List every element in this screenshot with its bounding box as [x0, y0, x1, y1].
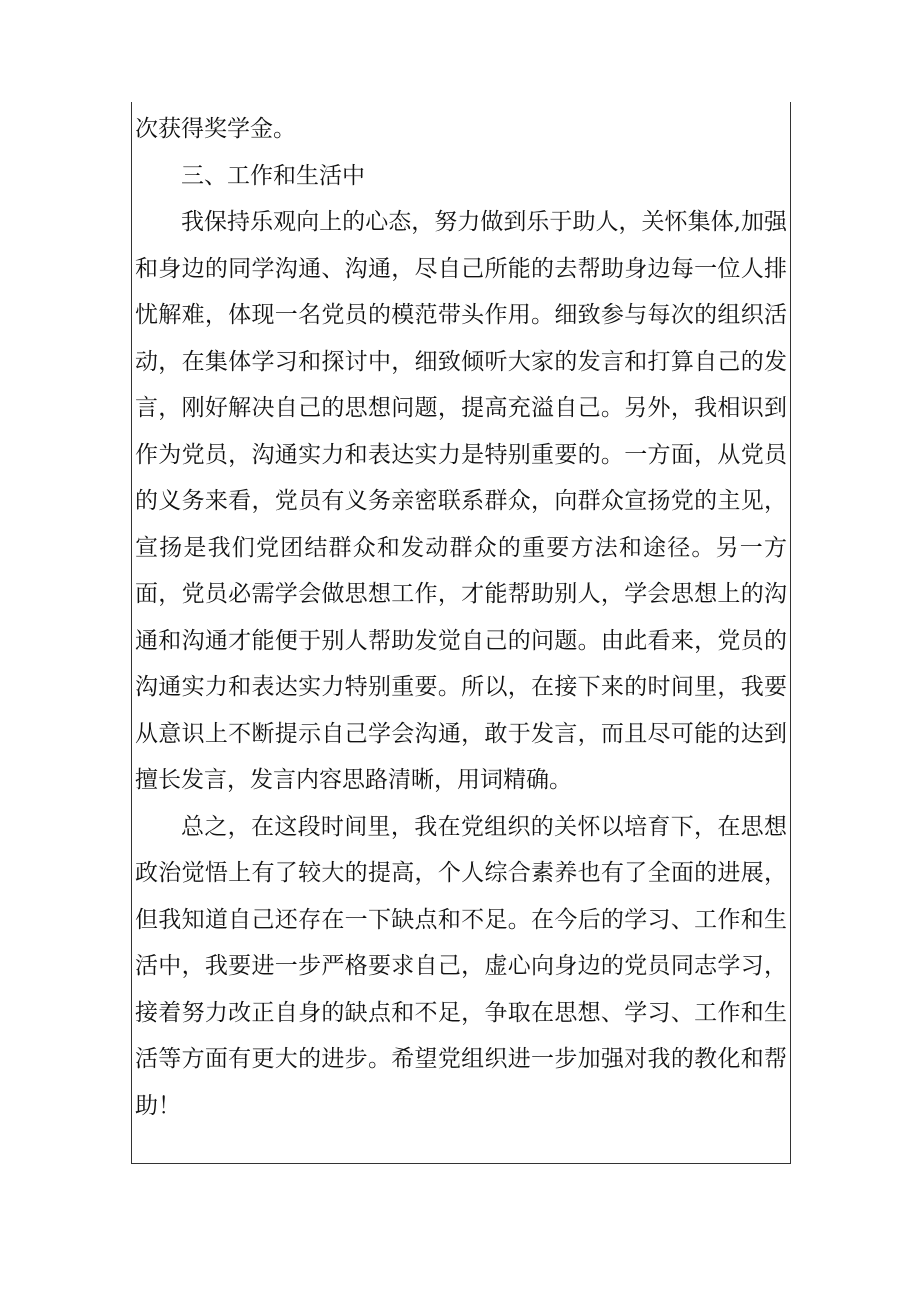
paragraph-summary: 总之，在这段时间里，我在党组织的关怀以培育下，在思想政治觉悟上有了较大的提高，个人综合素养也有了全面的进展，但我知道自己还存在一下缺点和不足。在今后的学习、工作和生活中，我要进一步严格要求自己，虚心向身边的党员同志学习，接着努力改正自身的缺点和不足，争取在思想、学习、工作和生活等方面有更大的进步。希望党组织进一步加强对我的教化和帮助！	[135, 813, 787, 1119]
paragraph-continuation: 次获得奖学金。	[135, 116, 296, 142]
document-body	[135, 106, 787, 1129]
paragraph-work-life: 我保持乐观向上的心态，努力做到乐于助人，关怀集体,加强和身边的同学沟通、沟通，尽自己所能的去帮助身边每一位人排忧解难，体现一名党员的模范带头作用。细致参与每次的组织活动，在集体学习和探讨中，细致倾听大家的发言和打算自己的发言，刚好解决自己的思想问题，提高充溢自己。另外，我相识到作为党员，沟通实力和表达实力是特别重要的。一方面，从党员的义务来看，党员有义务亲密联系群众，向群众宣扬党的主见，宣扬是我们党团结群众和发动群众的重要方法和途径。另一方面，党员必需学会做思想工作，才能帮助别人，学会思想上的沟通和沟通才能便于别人帮助发觉自己的问题。由此看来，党员的沟通实力和表达实力特别重要。所以，在接下来的时间里，我要从意识上不断提示自己学会沟通，敢于发言，而且尽可能的达到擅长发言，发言内容思路清晰，用词精确。	[135, 209, 787, 793]
section-heading: 三、工作和生活中	[181, 162, 365, 189]
document-table-cell	[131, 102, 791, 1164]
